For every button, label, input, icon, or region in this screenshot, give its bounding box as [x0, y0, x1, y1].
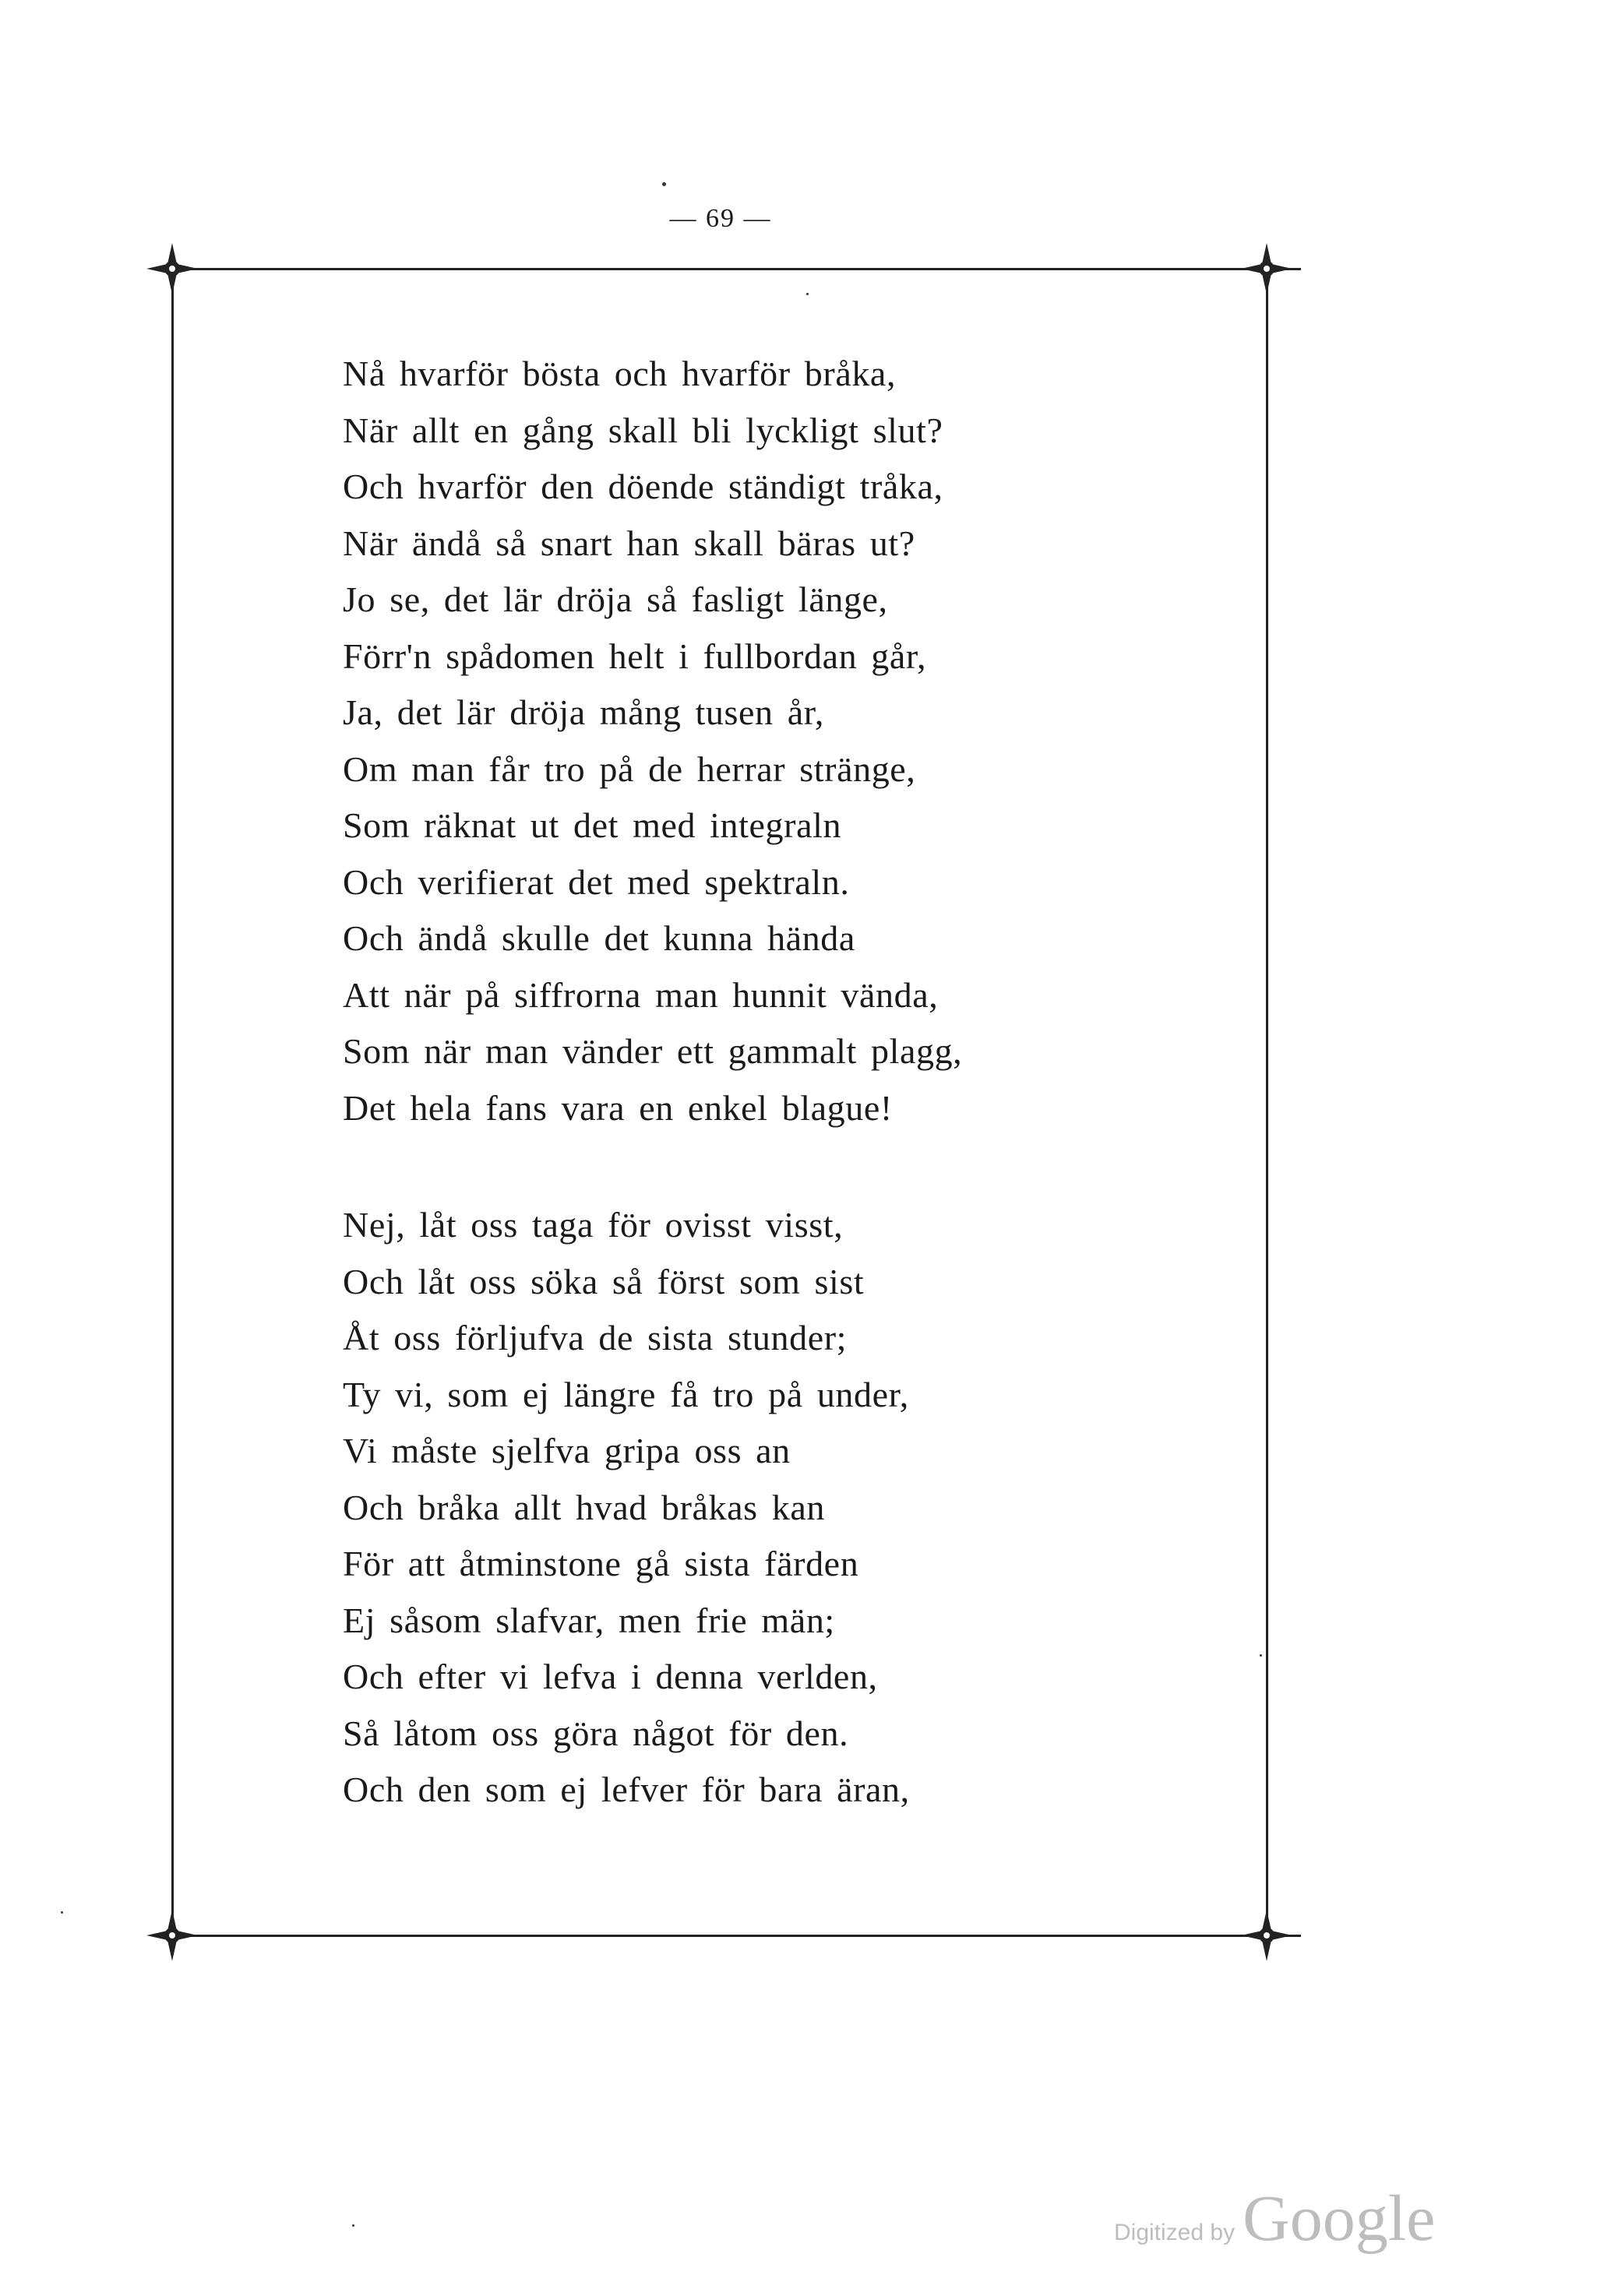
poem [343, 346, 1239, 1819]
verse-line: Och hvarför den döende ständigt tråka, [343, 467, 943, 506]
verse-line: Vi måste sjelfva gripa oss an [343, 1431, 791, 1470]
verse-line: När ändå så snart han skall bäras ut? [343, 523, 915, 563]
verse-line: Ej såsom slafvar, men frie män; [343, 1600, 835, 1640]
verse-line: Förr'n spådomen helt i fullbordan går, [343, 636, 927, 676]
verse-line: Som när man vänder ett gammalt plagg, [343, 1031, 963, 1071]
verse-line: Som räknat ut det med integraln [343, 805, 842, 845]
stanza-1 [343, 346, 1239, 1136]
verse-line: Jo se, det lär dröja så fasligt länge, [343, 579, 888, 619]
watermark-brand: Google [1243, 2182, 1436, 2255]
verse-line: Och efter vi lefva i denna verlden, [343, 1657, 878, 1696]
speck [1260, 1654, 1262, 1657]
corner-ornament-icon [145, 1908, 199, 1963]
frame-bottom-rule [164, 1935, 1301, 1937]
verse-line: Det hela fans vara en enkel blague! [343, 1087, 893, 1128]
speck [352, 2224, 354, 2227]
speck [61, 1911, 63, 1914]
stanza-2 [343, 1197, 1239, 1819]
frame-top-rule [164, 268, 1301, 270]
verse-line: Så låtom oss göra något för den. [343, 1713, 849, 1753]
page-number: — 69 — [669, 204, 772, 233]
verse-line: Ja, det lär dröja mång tusen år, [343, 692, 824, 732]
verse-line: Och bråka allt hvad bråkas kan [343, 1487, 825, 1527]
speck [662, 182, 666, 186]
corner-ornament-icon [1239, 1908, 1294, 1963]
frame-right-rule [1266, 265, 1268, 1939]
verse-line: Nå hvarför bösta och hvarför bråka, [343, 354, 897, 393]
stanza-break [343, 1136, 1239, 1197]
digitized-watermark [1114, 2181, 1435, 2256]
verse-line: Om man får tro på de herrar stränge, [343, 748, 916, 789]
verse-line: Ty vi, som ej längre få tro på under, [343, 1374, 909, 1414]
corner-ornament-icon [1239, 241, 1294, 296]
verse-line: Och ändå skulle det kunna hända [343, 918, 855, 958]
speck [806, 293, 809, 295]
verse-line: För att åtminstone gå sista färden [343, 1544, 859, 1583]
verse-line: Åt oss förljufva de sista stunder; [343, 1318, 848, 1358]
verse-line: Och den som ej lefver för bara äran, [343, 1770, 910, 1809]
verse-line: Nej, låt oss taga för ovisst visst, [343, 1205, 844, 1245]
verse-line: När allt en gång skall bli lyckligt slut? [343, 410, 943, 450]
verse-line: Och låt oss söka så först som sist [343, 1261, 865, 1301]
verse-line: Och verifierat det med spektraln. [343, 861, 850, 902]
corner-ornament-icon [145, 241, 199, 296]
verse-line: Att när på siffrorna man hunnit vända, [343, 974, 939, 1015]
frame-left-rule [171, 265, 174, 1939]
watermark-prefix: Digitized by [1114, 2220, 1236, 2245]
